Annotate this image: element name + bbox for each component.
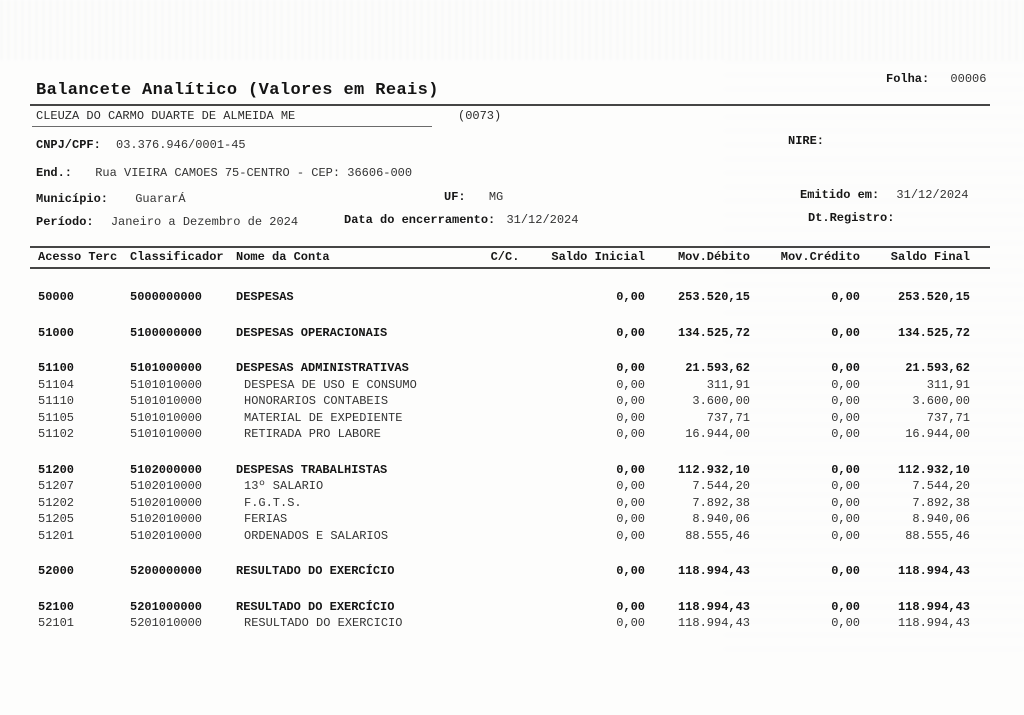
cell-saldo-inicial: 0,00 — [616, 361, 645, 375]
table-body — [38, 272, 970, 632]
cell-saldo-final: 7.544,20 — [912, 479, 970, 493]
cell-classificador: 5102010000 — [130, 528, 203, 543]
header-mov-debito: Mov.Débito — [677, 250, 750, 264]
cell-mov-credito: 0,00 — [831, 377, 860, 392]
table-row — [38, 563, 970, 580]
emitido-value: 31/12/2024 — [896, 188, 969, 202]
cell-classificador: 5102000000 — [130, 462, 203, 477]
cell-saldo-inicial: 0,00 — [616, 479, 645, 493]
cell-cc — [480, 289, 530, 306]
account-group — [38, 462, 970, 545]
table-row — [38, 289, 970, 306]
company-name: CLEUZA DO CARMO DUARTE DE ALMEIDA ME — [36, 109, 296, 123]
table-row — [38, 377, 970, 394]
municipio-value: GuararÁ — [135, 192, 186, 206]
folio-label: Folha: — [886, 72, 930, 86]
header-classificador: Classificador — [130, 250, 224, 264]
cell-mov-credito: 0,00 — [831, 512, 860, 526]
cell-saldo-inicial: 0,00 — [616, 377, 645, 392]
cell-classificador: 5201000000 — [130, 599, 203, 614]
cell-nome: F.G.T.S. — [244, 495, 302, 510]
cell-saldo-final: 253.520,15 — [897, 290, 970, 304]
cell-mov-credito: 0,00 — [831, 427, 860, 441]
cell-saldo-final: 16.944,00 — [905, 427, 970, 441]
table-row — [38, 426, 970, 443]
cell-classificador: 5101010000 — [130, 410, 203, 425]
folio — [886, 72, 986, 86]
cell-classificador: 5101010000 — [130, 394, 203, 408]
cell-nome: DESPESAS — [236, 290, 294, 304]
nire-label: NIRE: — [788, 134, 825, 148]
cell-acesso: 51105 — [38, 410, 75, 425]
cell-classificador: 5102010000 — [130, 512, 203, 526]
cell-saldo-final: 737,71 — [926, 410, 970, 425]
table-row — [38, 360, 970, 377]
cell-mov-credito: 0,00 — [831, 564, 860, 578]
cell-nome: MATERIAL DE EXPEDIENTE — [244, 410, 403, 425]
cell-cc — [480, 563, 530, 580]
cell-acesso: 52000 — [38, 564, 75, 578]
cell-cc — [480, 377, 530, 394]
cell-mov-credito: 0,00 — [831, 325, 860, 340]
table-row — [38, 393, 970, 410]
cell-cc — [480, 495, 530, 512]
cell-mov-debito: 737,71 — [706, 410, 750, 425]
cell-saldo-inicial: 0,00 — [616, 528, 645, 543]
cell-classificador: 5102010000 — [130, 495, 203, 510]
cell-classificador: 5101010000 — [130, 427, 203, 441]
cell-acesso: 50000 — [38, 290, 75, 304]
cell-mov-debito: 118.994,43 — [677, 564, 750, 578]
table-row — [38, 462, 970, 479]
cell-cc — [480, 360, 530, 377]
cell-mov-debito: 118.994,43 — [677, 599, 750, 614]
company-code: (0073) — [458, 109, 502, 123]
cell-saldo-final: 8.940,06 — [912, 512, 970, 526]
cell-saldo-inicial: 0,00 — [616, 325, 645, 340]
cell-cc — [480, 511, 530, 528]
header-cc: C/C. — [490, 250, 520, 264]
cell-saldo-inicial: 0,00 — [616, 495, 645, 510]
periodo-line — [36, 215, 298, 229]
cnpj-label: CNPJ/CPF: — [36, 138, 101, 152]
cell-classificador: 5000000000 — [130, 290, 203, 304]
cell-saldo-final: 118.994,43 — [897, 616, 970, 630]
table-row — [38, 599, 970, 616]
cell-classificador: 5200000000 — [130, 564, 203, 578]
cell-cc — [480, 393, 530, 410]
table-row — [38, 325, 970, 342]
cell-mov-credito: 0,00 — [831, 410, 860, 425]
cell-nome: RESULTADO DO EXERCICIO — [244, 616, 403, 630]
table-row — [38, 495, 970, 512]
cnpj-value: 03.376.946/0001-45 — [116, 138, 246, 152]
cell-mov-debito: 253.520,15 — [677, 290, 750, 304]
periodo-label: Período: — [36, 215, 94, 229]
uf-value: MG — [488, 190, 504, 204]
cell-acesso: 51202 — [38, 495, 75, 510]
header-mov-credito: Mov.Crédito — [780, 250, 860, 264]
account-group — [38, 325, 970, 342]
cell-acesso: 51000 — [38, 325, 75, 340]
municipio-label: Município: — [36, 192, 109, 206]
cell-saldo-final: 311,91 — [926, 377, 970, 392]
uf-label: UF: — [444, 190, 466, 204]
cell-acesso: 51100 — [38, 361, 75, 375]
cell-mov-credito: 0,00 — [831, 394, 860, 408]
address-label: End.: — [36, 166, 73, 180]
dt-registro-label: Dt.Registro: — [808, 211, 895, 225]
cell-cc — [480, 478, 530, 495]
encerramento-line — [344, 213, 578, 227]
cell-mov-debito: 3.600,00 — [692, 394, 750, 408]
header-saldo-final: Saldo Final — [890, 250, 970, 264]
cell-saldo-final: 3.600,00 — [912, 394, 970, 408]
cell-acesso: 51102 — [38, 427, 75, 441]
emitido-line — [800, 188, 968, 202]
cell-cc — [480, 528, 530, 545]
cell-classificador: 5201010000 — [130, 616, 203, 630]
cell-acesso: 51201 — [38, 528, 75, 543]
cell-nome: 13º SALARIO — [244, 479, 324, 493]
cell-mov-credito: 0,00 — [831, 528, 860, 543]
cell-saldo-inicial: 0,00 — [616, 427, 645, 441]
cell-mov-debito: 16.944,00 — [685, 427, 750, 441]
address-line — [36, 166, 412, 180]
periodo-value: Janeiro a Dezembro de 2024 — [110, 215, 299, 229]
cell-acesso: 51200 — [38, 462, 75, 477]
cell-mov-credito: 0,00 — [831, 462, 860, 477]
cell-nome: DESPESA DE USO E CONSUMO — [244, 377, 417, 392]
cell-saldo-final: 112.932,10 — [897, 462, 970, 477]
cell-mov-debito: 7.544,20 — [692, 479, 750, 493]
cell-mov-debito: 118.994,43 — [677, 616, 750, 630]
cell-nome: FERIAS — [244, 512, 288, 526]
cell-classificador: 5102010000 — [130, 479, 203, 493]
cell-mov-debito: 21.593,62 — [685, 361, 750, 375]
cell-acesso: 51205 — [38, 512, 75, 526]
cell-nome: RESULTADO DO EXERCÍCIO — [236, 599, 395, 614]
folio-value: 00006 — [950, 72, 987, 86]
cell-nome: DESPESAS TRABALHISTAS — [236, 462, 388, 477]
table-row — [38, 615, 970, 632]
cell-saldo-inicial: 0,00 — [616, 599, 645, 614]
cell-saldo-inicial: 0,00 — [616, 512, 645, 526]
cell-saldo-final: 118.994,43 — [897, 564, 970, 578]
cell-acesso: 51110 — [38, 394, 75, 408]
cell-saldo-final: 21.593,62 — [905, 361, 970, 375]
uf-line — [444, 190, 503, 204]
cell-saldo-final: 118.994,43 — [897, 599, 970, 614]
cell-saldo-inicial: 0,00 — [616, 564, 645, 578]
cell-saldo-final: 88.555,46 — [905, 528, 970, 543]
cell-saldo-inicial: 0,00 — [616, 462, 645, 477]
cell-mov-debito: 8.940,06 — [692, 512, 750, 526]
cell-mov-debito: 134.525,72 — [677, 325, 750, 340]
cell-saldo-inicial: 0,00 — [616, 410, 645, 425]
cell-mov-credito: 0,00 — [831, 290, 860, 304]
encerramento-label: Data do encerramento: — [344, 213, 496, 227]
address-value: Rua VIEIRA CAMOES 75-CENTRO - CEP: 36606-000 — [95, 166, 413, 180]
cell-mov-credito: 0,00 — [831, 479, 860, 493]
municipio-line — [36, 192, 186, 206]
cell-classificador: 5100000000 — [130, 325, 203, 340]
cell-mov-credito: 0,00 — [831, 495, 860, 510]
cell-acesso: 52100 — [38, 599, 75, 614]
cell-classificador: 5101000000 — [130, 361, 203, 375]
cell-saldo-inicial: 0,00 — [616, 616, 645, 630]
cell-mov-debito: 112.932,10 — [677, 462, 750, 477]
emitido-label: Emitido em: — [800, 188, 880, 202]
scan-bleed-artifact — [0, 0, 1024, 60]
table-row — [38, 478, 970, 495]
cell-saldo-inicial: 0,00 — [616, 290, 645, 304]
header-nome: Nome da Conta — [236, 250, 330, 264]
cell-cc — [480, 426, 530, 443]
cell-nome: HONORARIOS CONTABEIS — [244, 394, 389, 408]
cell-mov-debito: 7.892,38 — [692, 495, 750, 510]
account-group — [38, 599, 970, 632]
cell-cc — [480, 599, 530, 616]
cell-cc — [480, 410, 530, 427]
cell-mov-debito: 88.555,46 — [685, 528, 750, 543]
cell-cc — [480, 615, 530, 632]
cell-mov-credito: 0,00 — [831, 599, 860, 614]
company-underline — [32, 126, 432, 127]
header-saldo-inicial: Saldo Inicial — [551, 250, 645, 264]
cell-mov-credito: 0,00 — [831, 616, 860, 630]
cell-saldo-inicial: 0,00 — [616, 394, 645, 408]
account-group — [38, 563, 970, 580]
cell-nome: RESULTADO DO EXERCÍCIO — [236, 564, 395, 578]
table-header-row — [38, 249, 970, 266]
cell-cc — [480, 462, 530, 479]
cell-nome: DESPESAS ADMINISTRATIVAS — [236, 361, 409, 375]
cell-nome: ORDENADOS E SALARIOS — [244, 528, 389, 543]
table-top-rule — [30, 246, 990, 248]
table-header-rule — [30, 267, 990, 269]
table-row — [38, 410, 970, 427]
account-group — [38, 289, 970, 306]
table-row — [38, 528, 970, 545]
table-row — [38, 511, 970, 528]
account-group — [38, 360, 970, 443]
cell-cc — [480, 325, 530, 342]
cell-acesso: 51207 — [38, 479, 75, 493]
cell-saldo-final: 7.892,38 — [912, 495, 970, 510]
title-rule — [30, 104, 990, 106]
cell-saldo-final: 134.525,72 — [897, 325, 970, 340]
cell-acesso: 52101 — [38, 616, 75, 630]
encerramento-value: 31/12/2024 — [506, 213, 579, 227]
cell-mov-credito: 0,00 — [831, 361, 860, 375]
cell-acesso: 51104 — [38, 377, 75, 392]
cell-nome: DESPESAS OPERACIONAIS — [236, 325, 388, 340]
cell-classificador: 5101010000 — [130, 377, 203, 392]
page-title: Balancete Analítico (Valores em Reais) — [36, 81, 439, 100]
cell-nome: RETIRADA PRO LABORE — [244, 427, 381, 441]
header-acesso: Acesso Terc — [38, 250, 118, 264]
cnpj-line — [36, 138, 246, 152]
cell-mov-debito: 311,91 — [706, 377, 750, 392]
